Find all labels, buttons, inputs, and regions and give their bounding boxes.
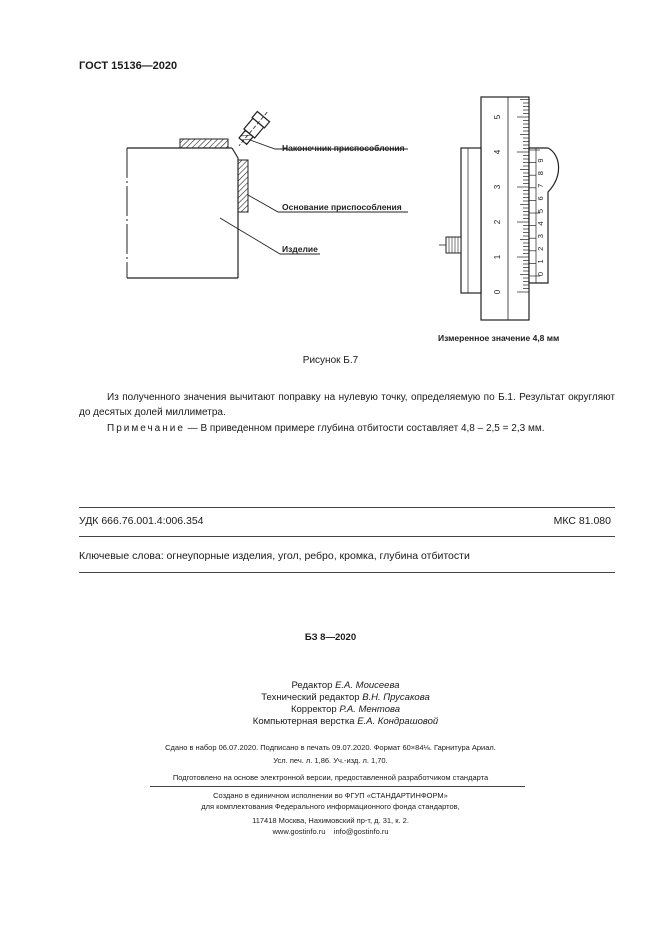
page-header-doc-code: ГОСТ 15136—2020 (79, 60, 178, 72)
website-link[interactable]: www.gostinfo.ru (272, 827, 326, 836)
tech-editor-line (0, 692, 661, 704)
print-info-line2: Усл. печ. л. 1,86. Уч.-изд. л. 1,70. (273, 756, 388, 765)
layout-role: Компьютерная верстка (252, 716, 358, 727)
main-scale-number: 5 (493, 114, 502, 120)
divider-bottom (79, 572, 615, 573)
mks-code: МКС 81.080 (553, 515, 611, 527)
note-text: — В приведенном примере глубина отбитости составляет 4,8 – 2,5 = 2,3 мм. (184, 423, 545, 434)
measured-value-label: Измеренное значение 4,8 мм (438, 333, 560, 343)
corrector-name: Р.А. Ментова (339, 704, 401, 715)
label-fixture-tip: Наконечник приспособления (282, 143, 405, 153)
fixture-base (180, 139, 248, 212)
imprint-divider (150, 786, 525, 787)
vernier-number: 3 (536, 234, 545, 239)
vernier-number: 4 (536, 221, 545, 226)
divider-middle (79, 536, 615, 537)
keywords: Ключевые слова: огнеупорные изделия, угол, ребро, кромка, глубина отбитости (79, 550, 470, 562)
address-line: 117418 Москва, Нахимовский пр-т, д. 31, к. 2. (252, 816, 409, 825)
main-scale-number: 1 (493, 254, 502, 260)
email-link[interactable]: info@gostinfo.ru (333, 827, 389, 836)
created-line2: для комплектования Федерального информационного фонда стандартов, (201, 802, 460, 811)
main-scale-number: 2 (493, 219, 502, 225)
main-scale-number: 3 (493, 184, 502, 190)
body-paragraph: Из полученного значения вычитают поправку на нулевую точку, определяемую по Б.1. Результат округляют до десятых долей миллиметра. (79, 392, 615, 418)
vernier-number: 7 (536, 183, 545, 188)
product-specimen (127, 148, 238, 278)
contacts-line (0, 826, 661, 837)
layout-line (0, 716, 661, 728)
main-scale-number: 4 (493, 149, 502, 155)
vernier-number: 1 (536, 259, 545, 264)
tech-editor-role: Технический редактор (261, 692, 363, 703)
clamp-screw (446, 237, 461, 253)
editor-line (0, 680, 661, 692)
vernier-number: 2 (536, 246, 545, 251)
main-scale-number: 0 (493, 289, 502, 295)
vernier-number: 9 (536, 158, 545, 163)
bz-number: БЗ 8—2020 (304, 632, 357, 643)
depth-caliper (439, 97, 559, 320)
divider-top (79, 507, 615, 508)
vernier-number: 6 (536, 196, 545, 201)
label-product: Изделие (282, 244, 318, 254)
figure-caption: Рисунок Б.7 (302, 355, 359, 366)
figure-b7-drawing (0, 88, 661, 353)
note-label: Примечание (107, 423, 185, 434)
editor-name: Е.А. Моисеева (335, 680, 400, 691)
udc-code: УДК 666.76.001.4:006.354 (79, 515, 204, 527)
note-paragraph (79, 421, 615, 436)
corrector-role: Корректор (290, 704, 340, 715)
vernier-number: 5 (536, 208, 545, 214)
created-line1: Создано в единичном исполнении во ФГУП «СТАНДАРТИНФОРМ» (213, 791, 448, 800)
fixture-tip (233, 107, 274, 151)
print-info-line1: Сдано в набор 06.07.2020. Подписано в печать 09.07.2020. Формат 60×84⅛. Гарнитура Ариал. (165, 743, 496, 752)
layout-name: Е.А. Кондрашовой (357, 716, 439, 727)
corrector-line (0, 704, 661, 716)
vernier-number: 8 (536, 171, 545, 176)
vernier-number: 0 (536, 271, 545, 277)
editor-role: Редактор (291, 680, 336, 691)
tech-editor-name: В.Н. Прусакова (362, 692, 430, 703)
prepared-note: Подготовлено на основе электронной версии, предоставленной разработчиком стандарта (172, 773, 489, 782)
label-fixture-base: Основание приспособления (282, 202, 402, 212)
